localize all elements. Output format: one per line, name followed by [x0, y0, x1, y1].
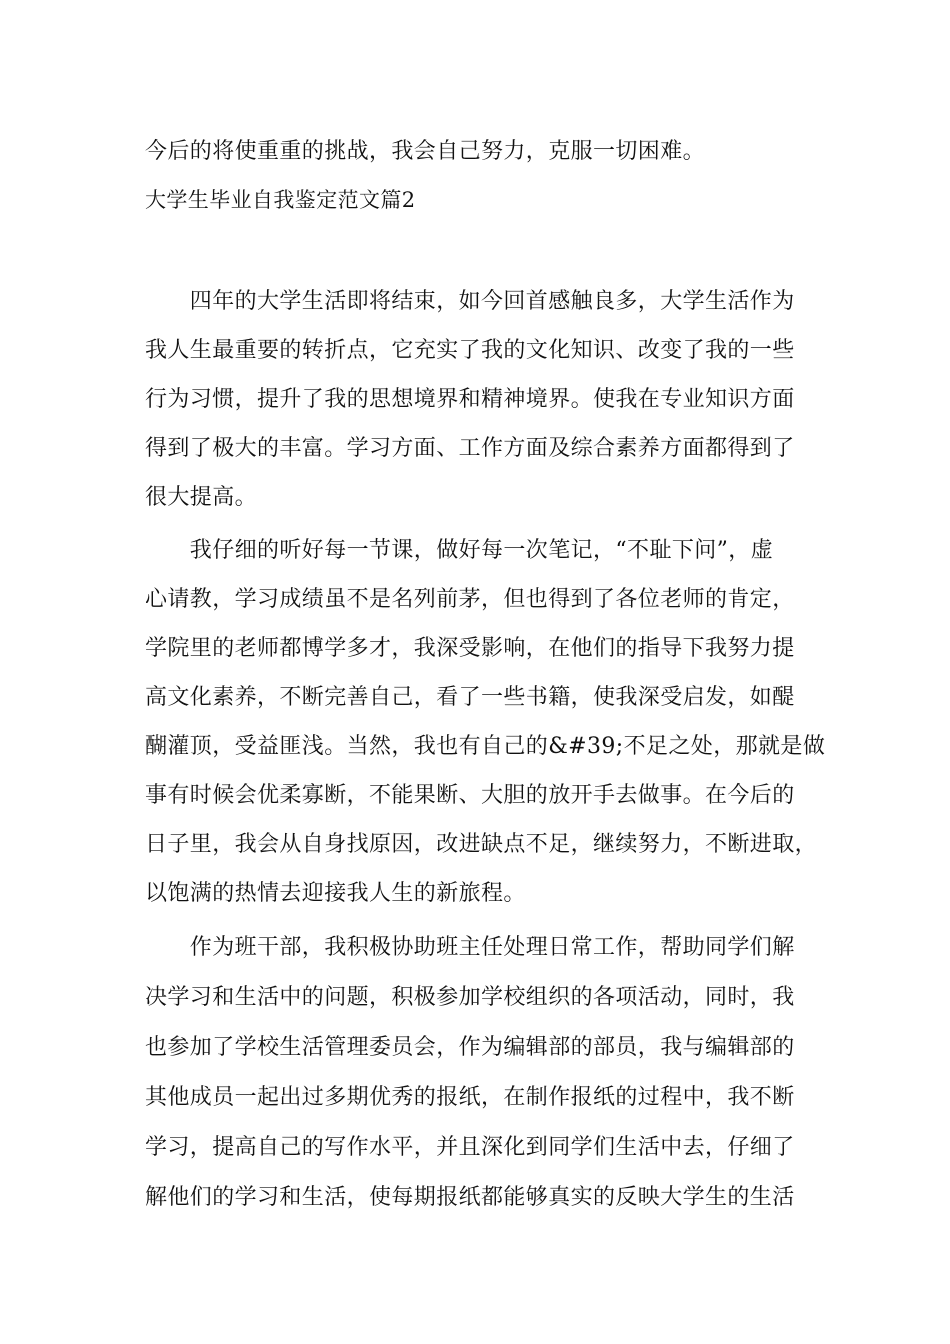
paragraph-2-line-3: 学院里的老师都博学多才，我深受影响，在他们的指导下我努力提 — [145, 636, 795, 661]
paragraph-3-line-5: 学习，提高自己的写作水平，并且深化到同学们生活中去，仔细了 — [145, 1135, 795, 1160]
paragraph-2-line-2: 心请教，学习成绩虽不是名列前茅，但也得到了各位老师的肯定， — [145, 587, 795, 612]
paragraph-2-line-4: 高文化素养，不断完善自己，看了一些书籍，使我深受启发，如醍 — [145, 685, 795, 710]
paragraph-1-line-2: 我人生最重要的转折点，它充实了我的文化知识、改变了我的一些 — [145, 338, 795, 363]
paragraph-2-line-8: 以饱满的热情去迎接我人生的新旅程。 — [145, 881, 526, 906]
paragraph-1-line-1: 四年的大学生活即将结束，如今回首感触良多，大学生活作为 — [145, 289, 795, 314]
paragraph-2-line-5: 醐灌顶，受益匪浅。当然，我也有自己的&#39;不足之处，那就是做 — [145, 734, 826, 759]
paragraph-3-line-1: 作为班干部，我积极协助班主任处理日常工作，帮助同学们解 — [145, 935, 795, 960]
paragraph-1-line-4: 得到了极大的丰富。学习方面、工作方面及综合素养方面都得到了 — [145, 436, 795, 461]
text-line-top: 今后的将使重重的挑战，我会自己努力，克服一切困难。 — [145, 139, 706, 164]
paragraph-3-line-6: 解他们的学习和生活，使每期报纸都能够真实的反映大学生的生活 — [145, 1185, 795, 1210]
paragraph-3-line-3: 也参加了学校生活管理委员会，作为编辑部的部员，我与编辑部的 — [145, 1035, 795, 1060]
paragraph-2-line-7: 日子里，我会从自身找原因，改进缺点不足，继续努力，不断进取， — [145, 832, 818, 857]
paragraph-1-line-3: 行为习惯，提升了我的思想境界和精神境界。使我在专业知识方面 — [145, 387, 795, 412]
section-title: 大学生毕业自我鉴定范文篇2 — [145, 188, 416, 212]
paragraph-3-line-4: 其他成员一起出过多期优秀的报纸，在制作报纸的过程中，我不断 — [145, 1085, 795, 1110]
paragraph-3-line-2: 决学习和生活中的问题，积极参加学校组织的各项活动，同时，我 — [145, 985, 795, 1010]
paragraph-2-line-6: 事有时候会优柔寡断，不能果断、大胆的放开手去做事。在今后的 — [145, 783, 795, 808]
paragraph-1-line-5: 很大提高。 — [145, 485, 258, 510]
paragraph-2-line-1: 我仔细的听好每一节课，做好每一次笔记，“不耻下问”，虚 — [145, 538, 774, 563]
